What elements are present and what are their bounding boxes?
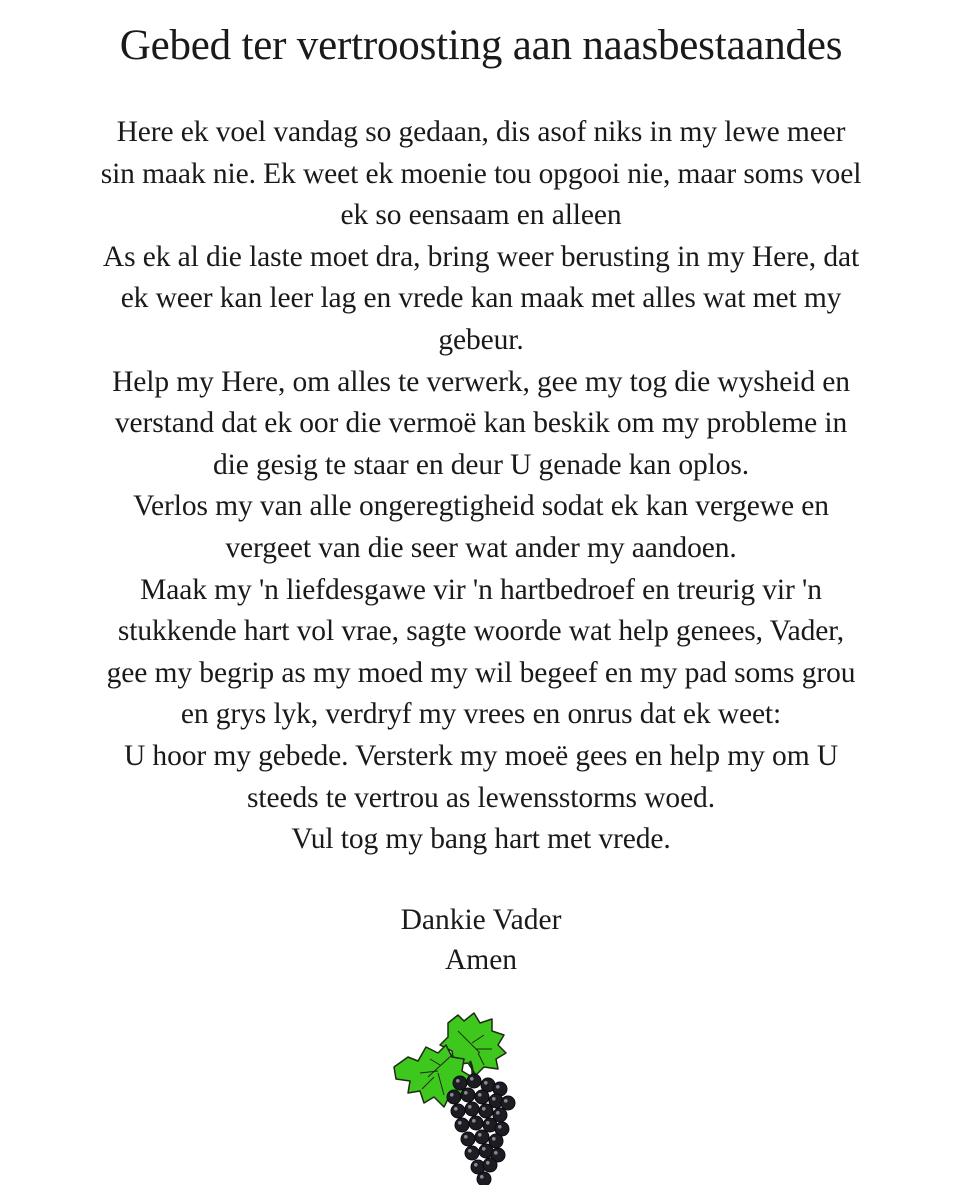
- grape-berry-highlight: [496, 1085, 500, 1089]
- grape-berry-highlight: [492, 1137, 496, 1141]
- prayer-line: verstand dat ek oor die vermoë kan beskik om my probleme in: [114, 407, 848, 440]
- prayer-line: steeds te vertrou as lewensstorms woed.: [247, 781, 715, 814]
- grape-berry: [465, 1102, 479, 1116]
- grape-berry-highlight: [468, 1105, 472, 1109]
- grape-berries: [447, 1074, 515, 1185]
- grape-berry: [461, 1132, 475, 1146]
- grape-berry-highlight: [494, 1151, 498, 1155]
- grape-berry-highlight: [472, 1119, 476, 1123]
- grape-berry: [479, 1104, 493, 1118]
- closing-amen: Amen: [444, 944, 518, 976]
- prayer-line: Here ek voel vandag so gedaan, dis asof niks in my lewe meer: [116, 116, 846, 148]
- grape-berry-highlight: [478, 1133, 482, 1137]
- grape-berry-highlight: [484, 1081, 488, 1085]
- grape-berry-highlight: [480, 1175, 484, 1179]
- grape-berry: [451, 1104, 465, 1118]
- grape-berry: [461, 1088, 475, 1102]
- grape-berry: [469, 1116, 483, 1130]
- prayer-line: As ek al die laste moet dra, bring weer berusting in my Here, dat: [102, 240, 860, 273]
- grape-berry: [467, 1074, 481, 1088]
- prayer-closing: [0, 900, 962, 980]
- prayer-line: vergeet van die seer wat ander my aandoen.: [225, 531, 737, 564]
- grape-berry-highlight: [486, 1161, 490, 1165]
- grape-berry-highlight: [470, 1077, 474, 1081]
- prayer-line: en grys lyk, verdryf my vrees en onrus dat ek weet:: [180, 698, 782, 731]
- prayer-line: ek weer kan leer lag en vrede kan maak met alles wat met my: [120, 282, 842, 315]
- grape-berry-highlight: [468, 1149, 472, 1153]
- grape-berry: [501, 1096, 515, 1110]
- grape-berry: [483, 1158, 497, 1172]
- prayer-line: Verlos my van alle ongeregtigheid sodat ek kan vergewe en: [133, 490, 829, 523]
- closing-thanks: Dankie Vader: [400, 904, 562, 936]
- grape-berry: [455, 1118, 469, 1132]
- grape-berry-highlight: [482, 1147, 486, 1151]
- prayer-line: stukkende hart vol vrae, sagte woorde wat help genees, Vader,: [117, 615, 845, 648]
- prayer-line: gebeur.: [438, 323, 524, 356]
- grape-berry-highlight: [458, 1121, 462, 1125]
- prayer-line: U hoor my gebede. Versterk my moeë gees en help my om U: [123, 739, 839, 772]
- grape-berry: [475, 1090, 489, 1104]
- grape-berry-highlight: [504, 1099, 508, 1103]
- grape-berry: [477, 1172, 491, 1185]
- grape-berry-highlight: [456, 1079, 460, 1083]
- grape-berry-highlight: [498, 1125, 502, 1129]
- prayer-line: die gesig te staar en deur U genade kan oplos.: [212, 448, 750, 481]
- grape-berry: [453, 1076, 467, 1090]
- grape-berry-highlight: [492, 1097, 496, 1101]
- prayer-line: Vul tog my bang hart met vrede.: [291, 823, 671, 856]
- prayer-line: gee my begrip as my moed my wil begeef en my pad soms grou: [106, 656, 856, 689]
- grape-berry-highlight: [482, 1107, 486, 1111]
- grape-berry-highlight: [496, 1111, 500, 1115]
- prayer-body: [0, 112, 962, 861]
- grape-berry: [475, 1130, 489, 1144]
- prayer-title: Gebed ter vertroosting aan naasbestaandes: [119, 22, 843, 69]
- prayer-line: Maak my 'n liefdesgawe vir 'n hartbedroef en treurig vir 'n: [140, 573, 822, 606]
- grape-berry-highlight: [454, 1107, 458, 1111]
- grape-cluster-icon: [388, 1005, 528, 1185]
- grape-berry-highlight: [464, 1091, 468, 1095]
- grape-berry-highlight: [450, 1093, 454, 1097]
- grape-berry-highlight: [486, 1121, 490, 1125]
- grape-berry: [465, 1146, 479, 1160]
- grape-berry-highlight: [478, 1093, 482, 1097]
- prayer-line: Help my Here, om alles te verwerk, gee my tog die wysheid en: [112, 365, 850, 398]
- prayer-line: ek so eensaam en alleen: [340, 199, 622, 232]
- prayer-line: sin maak nie. Ek weet ek moenie tou opgooi nie, maar soms voel: [100, 157, 862, 190]
- grape-berry-highlight: [464, 1135, 468, 1139]
- grape-berry-highlight: [474, 1163, 478, 1167]
- grape-berry: [447, 1090, 461, 1104]
